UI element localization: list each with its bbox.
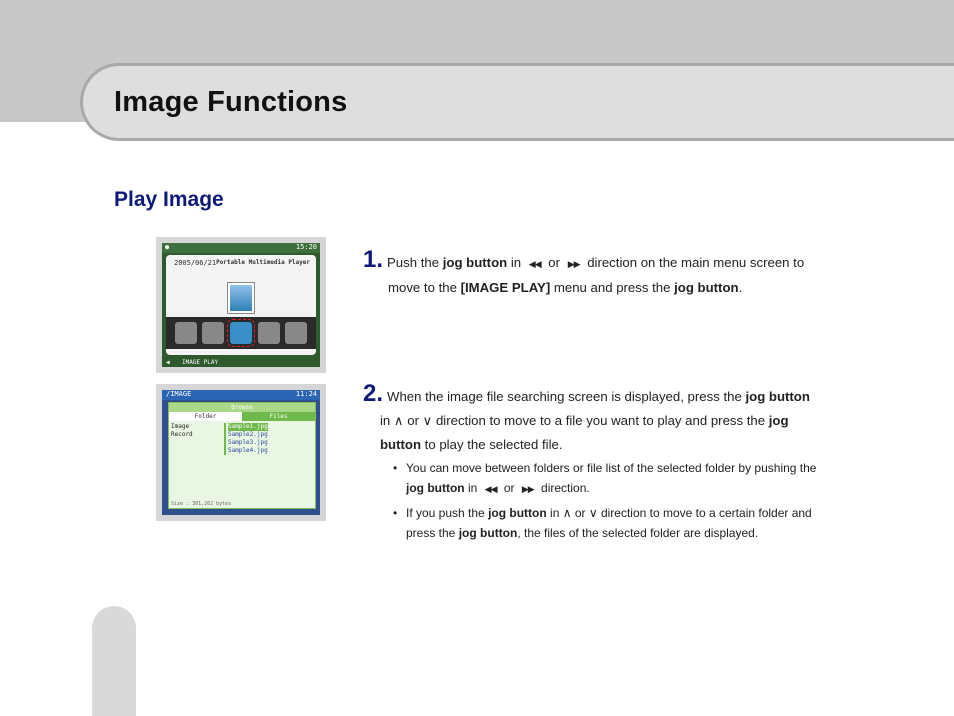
file-list: [224, 423, 268, 455]
film-reel-icon: [175, 322, 197, 344]
list-item: [393, 458, 843, 499]
tab-files: Files: [242, 412, 315, 421]
text: or: [500, 481, 518, 495]
clock: 11:24: [295, 390, 317, 398]
text: press the: [406, 526, 459, 540]
rewind-icon: ◀◀: [484, 484, 497, 494]
text: Push the: [387, 255, 443, 270]
text: You can move between folders or file list of the selected folder by pushing the: [406, 461, 817, 475]
step-number: 1.: [363, 246, 384, 273]
size-label: Size : 301,262 bytes: [171, 501, 232, 507]
page-title: Image Functions: [114, 86, 348, 118]
text: in: [464, 481, 481, 495]
image-play-large-icon: [228, 283, 254, 313]
file-item: Sample1.jpg: [228, 423, 268, 430]
movie-icon: [202, 322, 224, 344]
browse-window: [168, 402, 316, 509]
text: or: [544, 255, 564, 270]
tab-folder: Folder: [169, 412, 242, 421]
text: in ∧ or ∨ direction to move to a file you want to play and press the: [380, 413, 769, 428]
text: to play the selected file.: [421, 437, 563, 452]
status-bar: [162, 243, 320, 253]
menu-panel: [166, 255, 316, 355]
text: , the files of the selected folder are displayed.: [517, 526, 759, 540]
rewind-icon: ◀◀: [528, 259, 541, 269]
photo-icon: [285, 322, 307, 344]
step-number: 2.: [363, 380, 384, 407]
section-title: Play Image: [114, 188, 224, 211]
text-bold: jog button: [488, 506, 547, 520]
step-continuation: [363, 276, 853, 300]
fast-forward-icon: ▶▶: [567, 259, 580, 269]
folder-item: Record: [171, 431, 193, 438]
text: in: [507, 255, 525, 270]
step-1: [363, 248, 853, 300]
device-screen: [162, 243, 320, 367]
text: When the image file searching screen is displayed, press the: [387, 389, 746, 404]
browse-screenshot: [156, 384, 326, 521]
text: direction.: [537, 481, 590, 495]
left-arrow-icon: ◀: [166, 359, 170, 366]
date-label: 2005/06/21: [174, 259, 217, 267]
status-bar: [162, 390, 320, 400]
text: move to the: [388, 280, 461, 295]
browse-tabs: [169, 412, 315, 421]
text: in ∧ or ∨ direction to move to a certain folder and: [546, 506, 812, 520]
brand-label: Portable Multimedia Player: [216, 259, 310, 266]
folder-item: Image: [171, 423, 190, 430]
text-bold: [IMAGE PLAY]: [460, 280, 551, 295]
file-item: Sample4.jpg: [228, 447, 268, 454]
folder-list: [171, 423, 193, 439]
path-label: /IMAGE: [166, 390, 192, 398]
device-screen: [162, 390, 320, 515]
text-bold: jog button: [442, 255, 508, 270]
image-play-icon: [230, 322, 252, 344]
text: menu and press the: [550, 280, 675, 295]
status-dot-icon: ●: [165, 243, 170, 251]
text: direction on the main menu screen to: [583, 255, 805, 270]
clock: 15:20: [295, 243, 317, 251]
text-bold: jog button: [406, 481, 465, 495]
note-list: [393, 458, 843, 547]
browse-title: Browse: [169, 403, 315, 412]
text-bold: jog button: [745, 389, 810, 404]
text-bold: jog button: [674, 280, 739, 295]
fast-forward-icon: ▶▶: [521, 484, 534, 494]
step-2: [363, 382, 853, 457]
text-bold: button: [380, 437, 422, 452]
main-menu-screenshot: [156, 237, 326, 373]
camera-icon: [258, 322, 280, 344]
menu-icon-strip: [166, 317, 316, 349]
text: .: [738, 280, 743, 295]
file-item: Sample2.jpg: [228, 431, 268, 438]
text-bold: jog button: [458, 526, 518, 540]
menu-label: IMAGE PLAY: [182, 359, 219, 366]
file-item: Sample3.jpg: [228, 439, 268, 446]
text: If you push the: [406, 506, 489, 520]
list-item: [393, 503, 843, 543]
text-bold: jog: [768, 413, 789, 428]
